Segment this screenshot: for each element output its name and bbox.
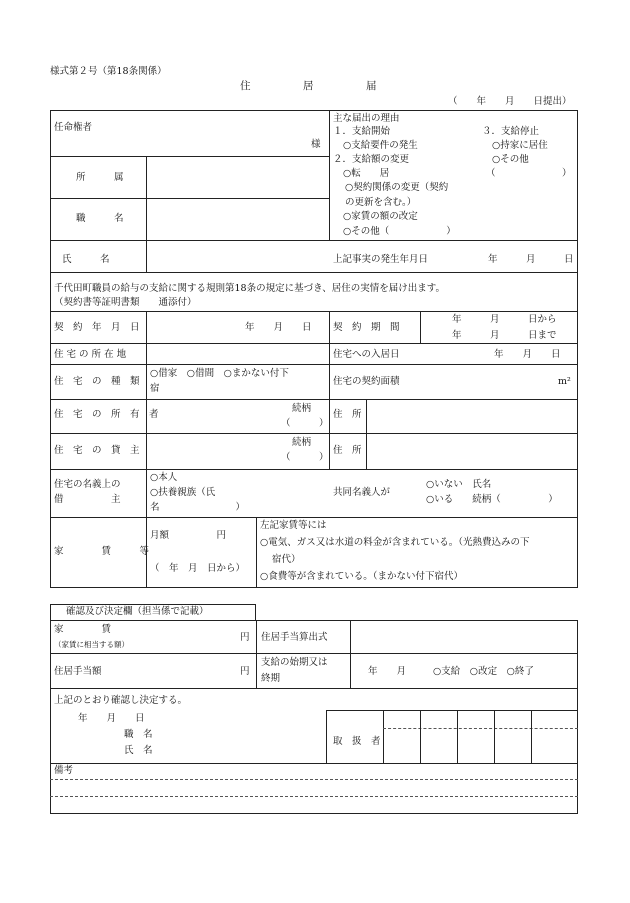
reason-stop-other-paren: （ ） (486, 168, 572, 179)
name-label: 氏 名 (62, 254, 110, 265)
start-end-label-cont: 終期 (261, 673, 281, 684)
owner-label: 住 宅 の 所 有 者 (54, 409, 159, 420)
owner-relation-field[interactable]: （ ） (281, 418, 329, 429)
house-type-options[interactable]: ○借家 ○借間 ○まかない付下 (150, 368, 289, 379)
allowance-yen: 円 (240, 666, 250, 677)
confirm-heading: 確認及び決定欄（担当係で記載） (66, 606, 209, 617)
start-end-options[interactable]: ○支給 ○改定 ○終了 (433, 666, 534, 677)
nominee-dependent[interactable]: ○扶養親族（氏 (150, 487, 216, 498)
contract-date-label: 契 約 年 月 日 (54, 322, 140, 333)
contract-area-unit: m² (558, 376, 571, 387)
house-type-label: 住 宅 の 種 類 (54, 376, 140, 387)
reason-change-move[interactable]: ○転 居 (343, 168, 390, 179)
appointer-suffix: 様 (311, 139, 321, 150)
reason-stop: ３．支給停止 (482, 126, 540, 137)
rent-note-utilities-cont: 宿代） (272, 554, 301, 565)
affiliation-label: 所 属 (76, 172, 124, 183)
decision-position: 職 名 (124, 729, 153, 740)
form-id: 様式第２号（第18条関係） (50, 66, 167, 77)
nominee-dependent-name: 名 ） (150, 502, 246, 513)
contract-period-from[interactable]: 年 月 日から (452, 314, 557, 325)
confirm-rent-label: 家 賃 (54, 624, 112, 635)
location-label: 住 宅 の 所 在 地 (54, 349, 127, 360)
owner-address-label: 住 所 (333, 409, 362, 420)
contract-area-label: 住宅の契約面積 (333, 376, 400, 387)
house-type-options-cont: 宿 (150, 383, 160, 394)
decision-date[interactable]: 年 月 日 (78, 713, 145, 724)
nominee-self[interactable]: ○本人 (150, 472, 178, 483)
lender-address-label: 住 所 (333, 445, 362, 456)
confirm-rent-sublabel: （家賃に相当する額） (54, 640, 129, 649)
start-end-label: 支給の始期又は (261, 657, 328, 668)
nominee-label-2: 借 主 (54, 494, 121, 505)
reason-change-rent[interactable]: ○家賃の額の改定 (343, 211, 418, 222)
decision-text: 上記のとおり確認し決定する。 (54, 695, 188, 706)
reason-change: ２．支給額の変更 (333, 154, 410, 165)
contract-date-value[interactable]: 年 月 日 (245, 322, 312, 333)
confirm-rent-yen: 円 (240, 632, 250, 643)
handler-label: 取 扱 者 (333, 736, 381, 747)
calc-formula-label: 住居手当算出式 (261, 632, 328, 643)
rent-monthly[interactable]: 月額 円 (150, 530, 227, 541)
statement-text: 千代田町職員の給与の支給に関する規則第18条の規定に基づき、居住の実情を届け出ます。 (54, 283, 445, 294)
rent-note-utilities[interactable]: ○電気、ガス又は水道の料金が含まれている。（光熱費込みの下 (260, 537, 530, 548)
lender-label: 住 宅 の 貸 主 (54, 445, 140, 456)
move-in-label: 住宅への入居日 (333, 349, 400, 360)
reason-change-contract-cont: の更新を含む。） (345, 197, 417, 208)
rent-note-heading: 左記家賃等には (260, 520, 327, 531)
co-nominee-exists[interactable]: ○いる 続柄（ ） (426, 494, 558, 505)
reason-stop-other[interactable]: ○その他 (492, 154, 529, 165)
owner-relation: 続柄 (292, 403, 312, 414)
reason-start-eligible[interactable]: ○支給要件の発生 (343, 140, 418, 151)
decision-name: 氏 名 (124, 745, 153, 756)
nominee-label-1: 住宅の名義上の (54, 479, 121, 490)
contract-period-to[interactable]: 年 月 日まで (452, 330, 557, 341)
lender-relation-field[interactable]: （ ） (281, 452, 329, 463)
appointer-label: 任命権者 (54, 122, 93, 133)
rent-label: 家 賃 等 (54, 546, 150, 557)
occurrence-label: 上記事実の発生年月日 (333, 254, 429, 265)
contract-period-label: 契 約 期 間 (333, 322, 400, 333)
reason-change-contract[interactable]: ○契約関係の変更（契約 (345, 182, 449, 193)
attachment-text: （契約書等証明書類 通添付） (54, 297, 197, 308)
remarks-top-line (50, 763, 578, 764)
reason-change-other[interactable]: ○その他（ ） (343, 226, 456, 237)
reason-start: １．支給開始 (333, 126, 391, 137)
start-end-date[interactable]: 年 月 (368, 666, 407, 677)
rent-since[interactable]: （ 年 月 日から） (150, 563, 246, 574)
form-title: 住 居 届 (240, 80, 377, 92)
lender-relation: 続柄 (292, 437, 312, 448)
move-in-date[interactable]: 年 月 日 (494, 349, 561, 360)
reason-stop-own-house[interactable]: ○持家に居住 (492, 140, 548, 151)
reasons-heading: 主な届出の理由 (333, 113, 400, 124)
co-nominee-none[interactable]: ○いない 氏名 (426, 479, 492, 490)
submit-date[interactable]: （ 年 月 日提出） (448, 96, 572, 107)
position-label: 職 名 (76, 213, 124, 224)
allowance-label: 住居手当額 (54, 666, 102, 677)
co-nominee-label: 共同名義人が (333, 487, 391, 498)
occurrence-date[interactable]: 年 月 日 (488, 254, 574, 265)
rent-note-meals[interactable]: ○食費等が含まれている。（まかない付下宿代） (260, 571, 464, 582)
remarks-label: 備考 (54, 765, 74, 776)
